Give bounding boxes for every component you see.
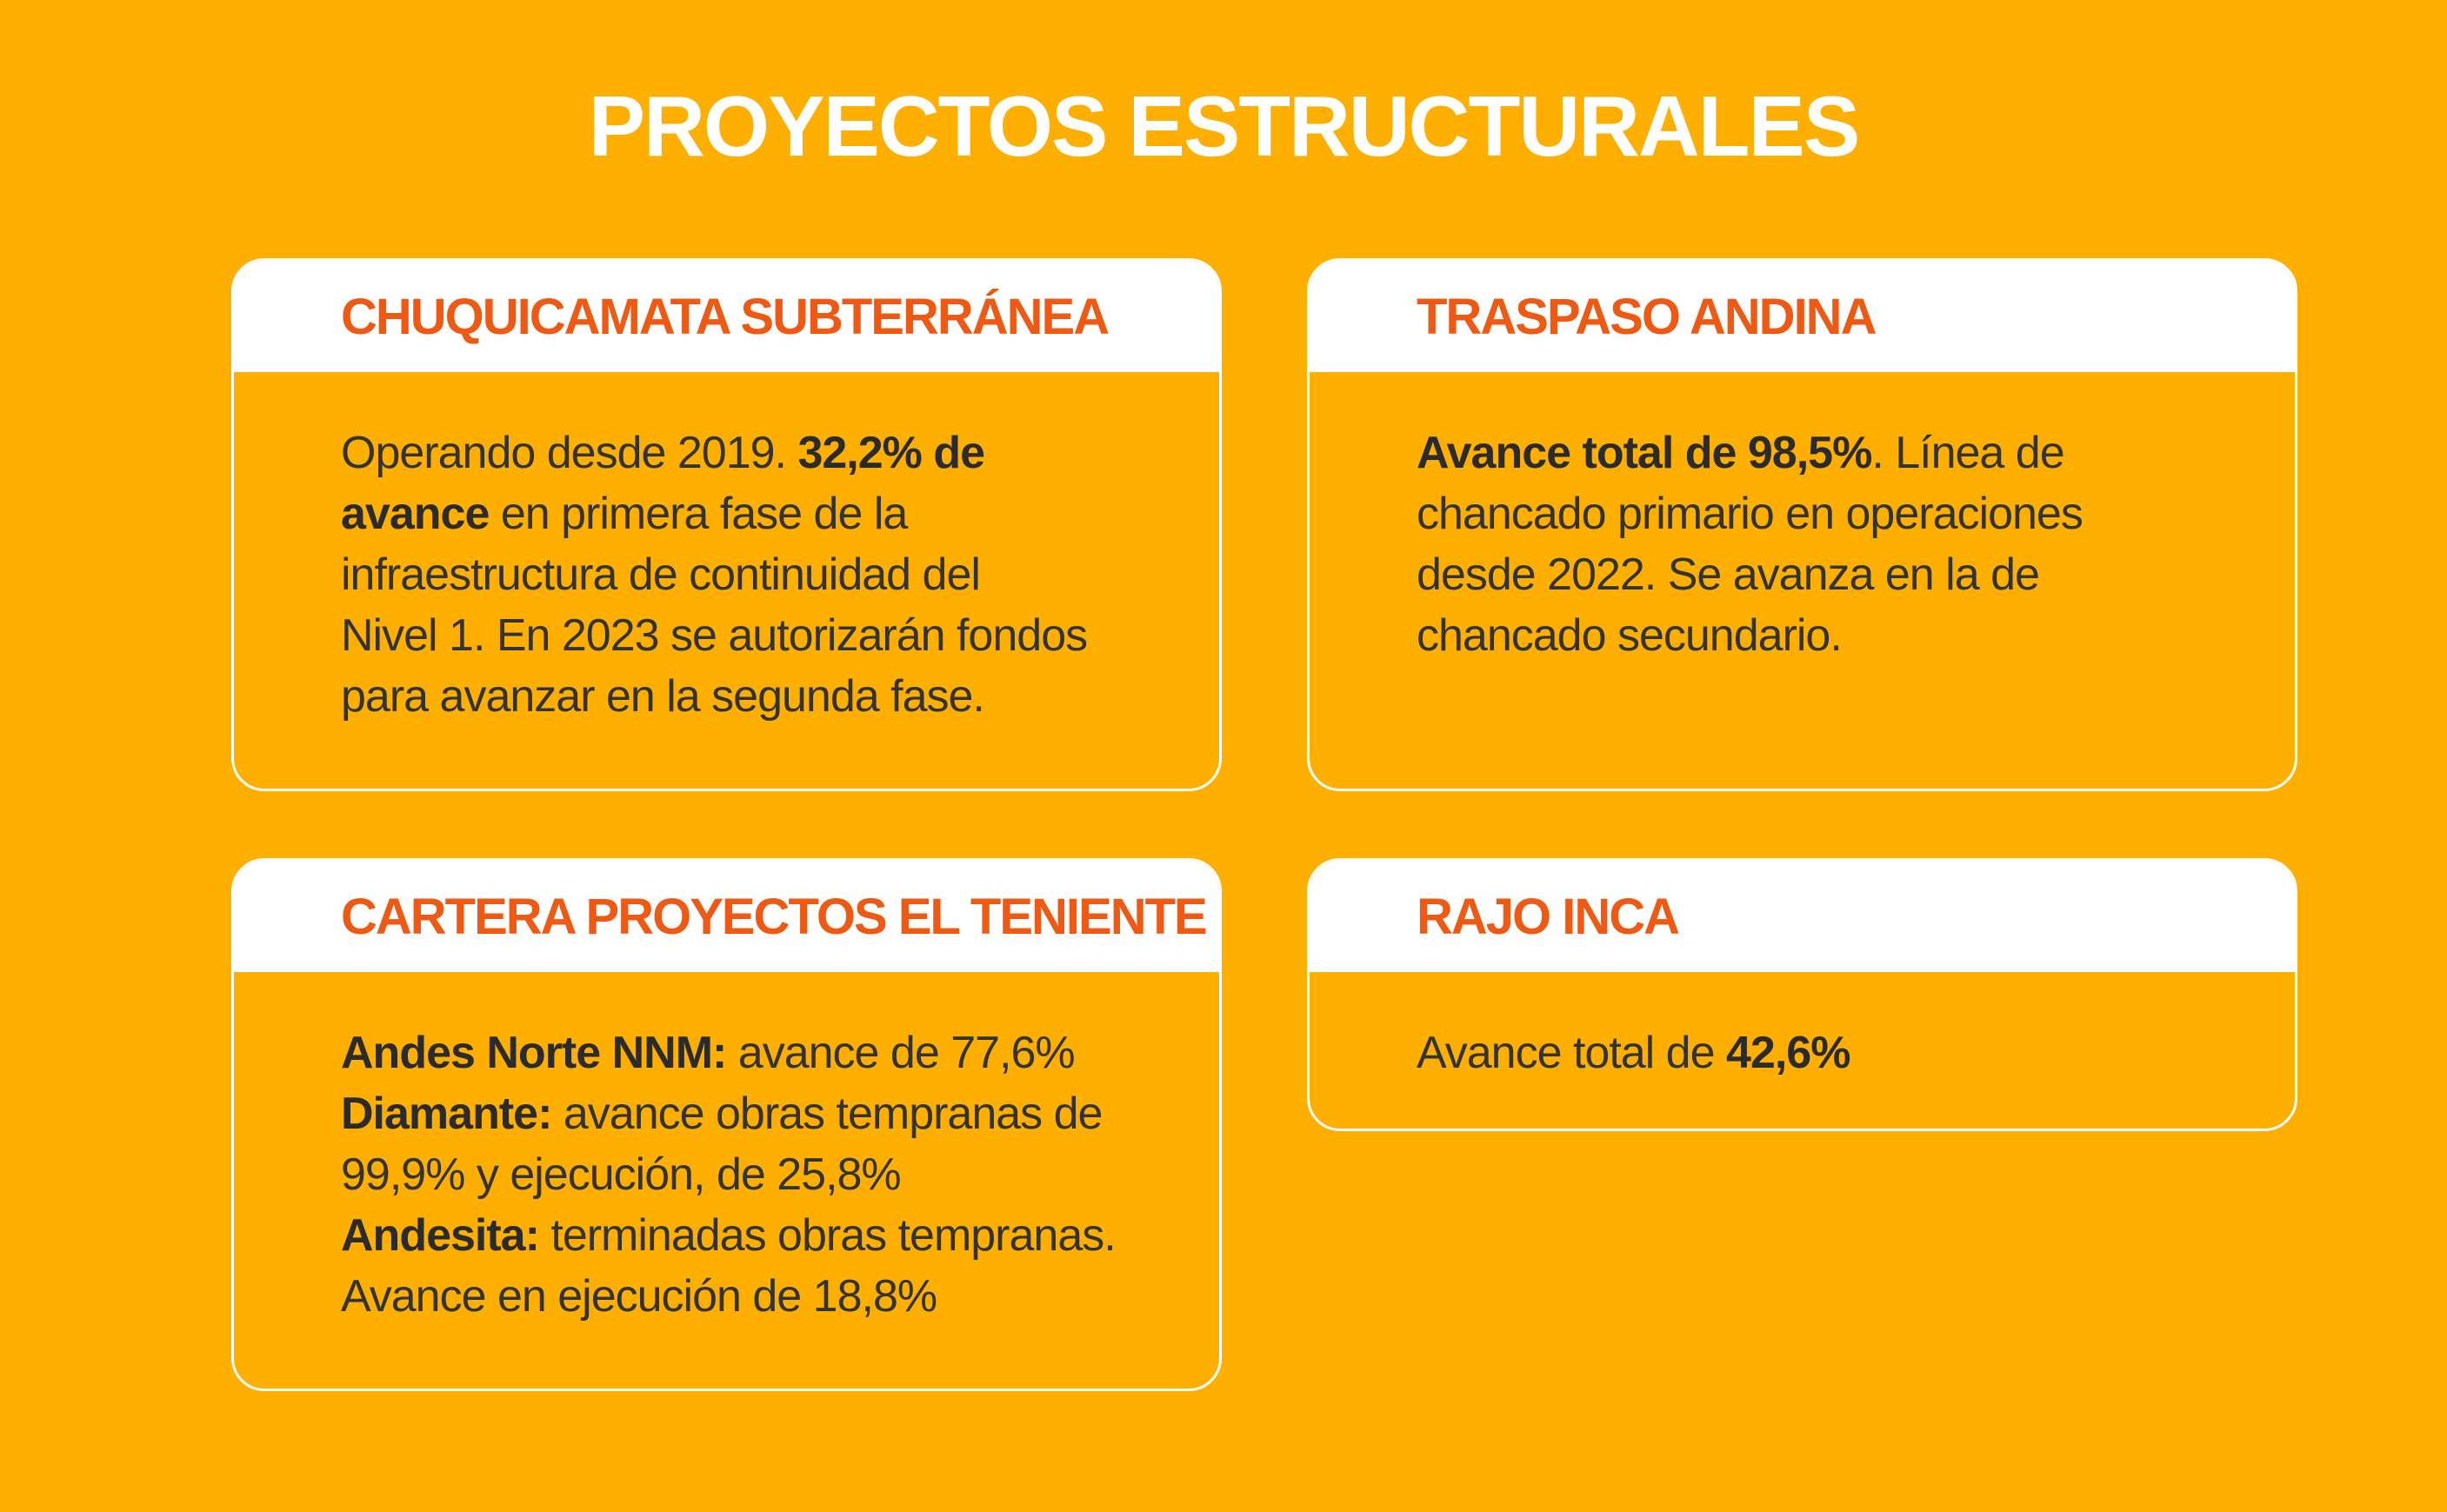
body-text: . Línea de	[1871, 428, 2064, 478]
card-chuquicamata	[231, 258, 1222, 791]
card-body	[1310, 972, 2295, 1083]
body-line: infraestructura de continuidad del	[341, 550, 980, 600]
card-body	[234, 972, 1219, 1327]
body-text: avance de 77,6%	[726, 1028, 1075, 1078]
card-rajo-inca	[1307, 858, 2297, 1131]
body-highlight: avance	[341, 489, 490, 539]
body-text: Operando desde 2019.	[341, 428, 798, 478]
card-el-teniente	[231, 858, 1222, 1391]
body-line: para avanzar en la segunda fase.	[341, 671, 984, 722]
card-title: CARTERA PROYECTOS EL TENIENTE	[341, 888, 1206, 945]
card-header	[234, 261, 1219, 372]
card-body	[1310, 372, 2295, 666]
card-title: TRASPASO ANDINA	[1417, 288, 1876, 345]
body-line	[1417, 1022, 2217, 1083]
body-line	[341, 483, 1141, 544]
body-line: 99,9% y ejecución, de 25,8%	[341, 1149, 901, 1200]
body-highlight: Andesita:	[341, 1210, 539, 1261]
body-highlight: 32,2% de	[797, 428, 985, 478]
body-highlight: Diamante:	[341, 1089, 552, 1139]
body-text: terminadas obras tempranas.	[538, 1210, 1116, 1261]
card-header	[234, 861, 1219, 972]
page-title: PROYECTOS ESTRUCTURALES	[588, 78, 1859, 174]
body-line: chancado secundario.	[1417, 610, 1842, 661]
body-line	[341, 423, 1141, 483]
body-line: desde 2022. Se avanza en la de	[1417, 550, 2039, 600]
card-traspaso-andina	[1307, 258, 2297, 791]
body-line	[1417, 423, 2217, 483]
body-line	[341, 1022, 1141, 1083]
body-highlight: Andes Norte NNM:	[341, 1028, 727, 1078]
card-header	[1310, 261, 2295, 372]
body-line	[341, 1083, 1141, 1144]
body-highlight: 42,6%	[1725, 1028, 1850, 1078]
body-highlight: Avance total de 98,5%	[1417, 428, 1872, 478]
body-line: Nivel 1. En 2023 se autorizarán fondos	[341, 610, 1088, 661]
body-text: Avance total de	[1417, 1028, 1726, 1078]
body-text: avance obras tempranas de	[551, 1089, 1103, 1139]
body-text: en primera fase de la	[489, 489, 908, 539]
card-body	[234, 372, 1219, 727]
body-line: chancado primario en operaciones	[1417, 489, 2083, 539]
card-title: RAJO INCA	[1417, 888, 1679, 945]
body-line: Avance en ejecución de 18,8%	[341, 1271, 937, 1322]
card-header	[1310, 861, 2295, 972]
body-line	[341, 1205, 1141, 1266]
card-title: CHUQUICAMATA SUBTERRÁNEA	[341, 288, 1109, 345]
